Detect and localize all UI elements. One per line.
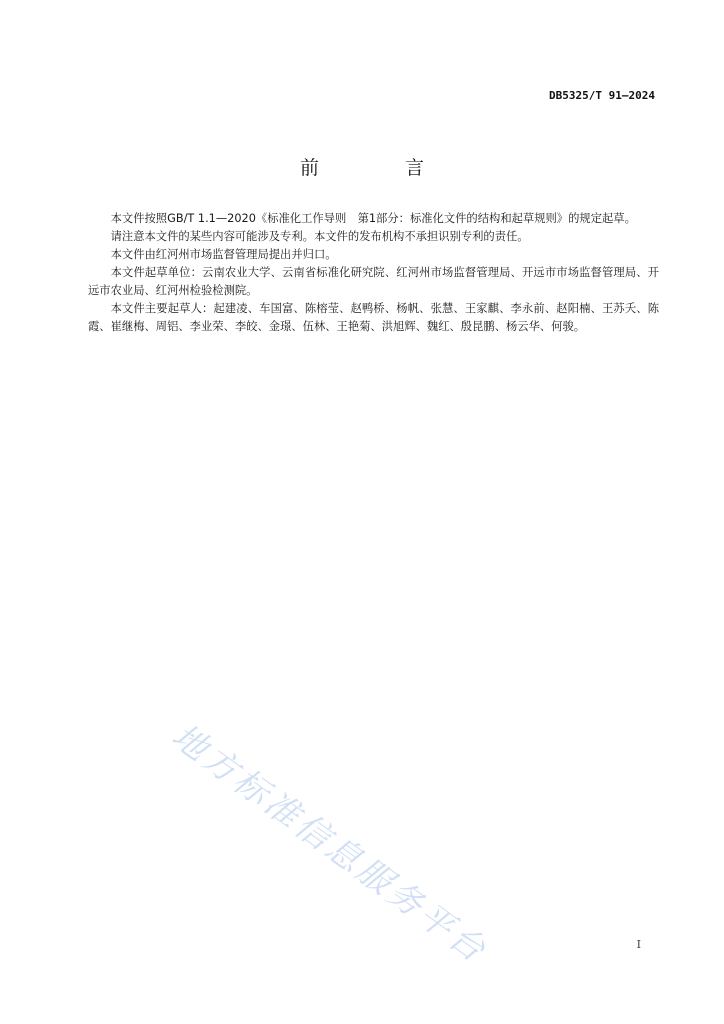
paragraph-proposer: 本文件由红河州市场监督管理局提出并归口。 <box>110 248 337 261</box>
paragraph-drafting-rules: 本文件按照GB/T 1.1—2020《标准化工作导则 第1部分：标准化文件的结构和起草规则》的规定起草。 <box>110 212 636 225</box>
document-code: DB5325/T 91—2024 <box>549 89 655 102</box>
page-title: 前 言 <box>299 157 465 179</box>
page-number: I <box>636 938 641 951</box>
paragraph-main-drafters: 本文件主要起草人：起建凌、车国富、陈榕莹、赵鸭桥、杨帆、张慧、王家麒、李永前、赵阳楠、王苏夭、陈霞、崔继梅、周铝、李业荣、李皎、金璟、伍林、王艳菊、洪旭辉、魏红、殷昆鹏、杨云华、何骏。 <box>88 302 659 333</box>
paragraph-patent-notice: 请注意本文件的某些内容可能涉及专利。本文件的发布机构不承担识别专利的责任。 <box>110 230 529 243</box>
watermark: 地方标准信息服务平台 <box>164 716 496 972</box>
foreword-body <box>88 210 659 336</box>
paragraph-drafting-units: 本文件起草单位：云南农业大学、云南省标准化研究院、红河州市场监督管理局、开远市市场监督管理局、开远市农业局、红河州检验检测院。 <box>88 266 659 297</box>
